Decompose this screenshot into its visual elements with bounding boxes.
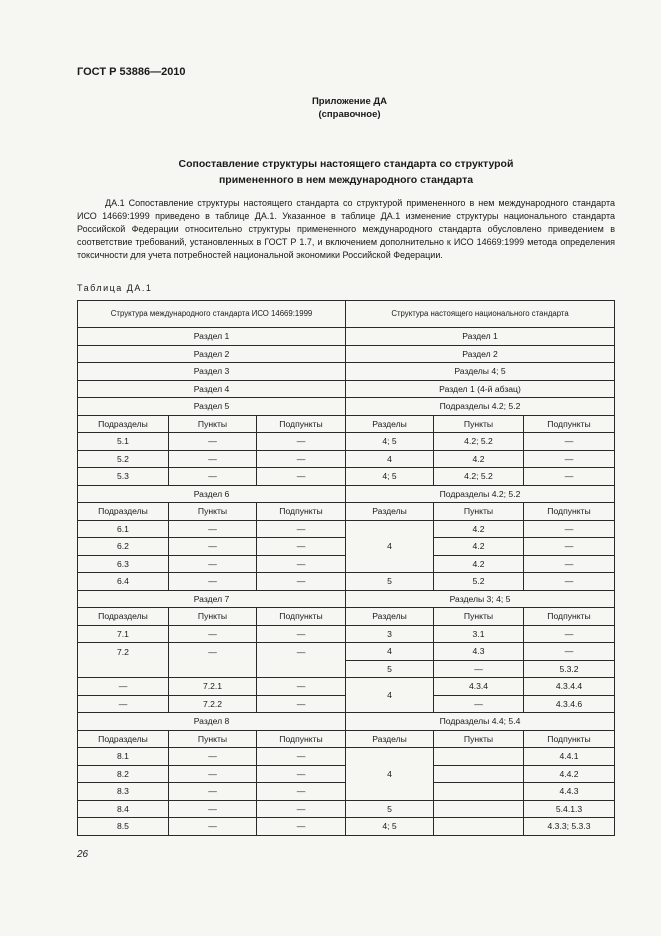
table-cell bbox=[434, 783, 524, 801]
table-cell: 5 bbox=[346, 800, 434, 818]
table-cell: — bbox=[257, 765, 346, 783]
table-cell: — bbox=[169, 555, 257, 573]
table-cell bbox=[434, 818, 524, 836]
table-cell: Разделы 4; 5 bbox=[346, 363, 615, 381]
table-cell: 7.2 bbox=[78, 643, 169, 678]
section-row bbox=[78, 713, 615, 731]
table-cell: 4.2 bbox=[434, 520, 524, 538]
table-cell: Подпункты bbox=[524, 503, 615, 521]
table-cell: — bbox=[169, 818, 257, 836]
table-cell: 4; 5 bbox=[346, 818, 434, 836]
table-cell: 6.1 bbox=[78, 520, 169, 538]
table-cell: — bbox=[169, 520, 257, 538]
table-cell: — bbox=[169, 643, 257, 678]
table-cell: Разделы 3; 4; 5 bbox=[346, 590, 615, 608]
table-cell: 5.1 bbox=[78, 433, 169, 451]
document-code: ГОСТ Р 53886—2010 bbox=[77, 66, 186, 78]
appendix-title: Приложение ДА bbox=[311, 96, 388, 107]
table-cell: — bbox=[78, 678, 169, 696]
table-cell: 3 bbox=[346, 625, 434, 643]
table-cell: 8.2 bbox=[78, 765, 169, 783]
table-cell: 4 bbox=[346, 450, 434, 468]
table-cell: 7.2.1 bbox=[169, 678, 257, 696]
table-row bbox=[78, 818, 615, 836]
table-cell: 5.3.2 bbox=[524, 660, 615, 678]
table-cell: 7.1 bbox=[78, 625, 169, 643]
table-cell: Пункты bbox=[169, 415, 257, 433]
table-cell: Пункты bbox=[169, 608, 257, 626]
table-row bbox=[78, 643, 615, 661]
table-cell: 4.2; 5.2 bbox=[434, 433, 524, 451]
table-row bbox=[78, 800, 615, 818]
table-cell: 4.3.4 bbox=[434, 678, 524, 696]
table-cell: — bbox=[169, 573, 257, 591]
table-cell: Подпункты bbox=[524, 415, 615, 433]
table-cell: Подразделы bbox=[78, 415, 169, 433]
table-cell: 4.2 bbox=[434, 538, 524, 556]
table-cell: — bbox=[524, 468, 615, 486]
section-row bbox=[78, 590, 615, 608]
table-cell: Раздел 5 bbox=[78, 398, 346, 416]
table-cell: Раздел 2 bbox=[346, 345, 615, 363]
table-cell: 8.4 bbox=[78, 800, 169, 818]
table-cell bbox=[434, 800, 524, 818]
comparison-table bbox=[77, 300, 615, 836]
table-cell: Раздел 1 bbox=[346, 328, 615, 346]
intro-paragraph: ДА.1 Сопоставление структуры настоящего стандарта со структурой примененного в нем международного стандарта ИСО 14669:1999 приведено в таблице ДА.1. Указанное в таблице ДА.1 изменение структуры национального стандарта Российской Федерации относительно структуры примененного международного стандарта обусловлено приведением в соответствие требований, установленных в ГОСТ Р 1.7, и включением дополнительно к ИСО 14669:1999 метода определения токсичности для учета потребностей национальной экономики Российской Федерации. bbox=[77, 198, 615, 260]
table-cell: — bbox=[257, 748, 346, 766]
table-cell: 4.4.3 bbox=[524, 783, 615, 801]
table-cell: 5.4.1.3 bbox=[524, 800, 615, 818]
table-cell: Раздел 3 bbox=[78, 363, 346, 381]
table-cell: Разделы bbox=[346, 503, 434, 521]
table-cell: 4 bbox=[346, 748, 434, 801]
header-national-structure: Структура настоящего национального стандарта bbox=[346, 301, 615, 328]
table-cell: 5.2 bbox=[78, 450, 169, 468]
table-cell: 4.4.1 bbox=[524, 748, 615, 766]
table-cell: Подпункты bbox=[257, 608, 346, 626]
table-cell: — bbox=[524, 520, 615, 538]
section-title-line-2: примененного в нем международного стандарта bbox=[218, 174, 474, 186]
table-cell: Подразделы 4.4; 5.4 bbox=[346, 713, 615, 731]
appendix-heading bbox=[0, 95, 661, 121]
table-cell: Пункты bbox=[169, 503, 257, 521]
table-cell: 4.2 bbox=[434, 450, 524, 468]
table-cell: Пункты bbox=[434, 730, 524, 748]
table-header-row bbox=[78, 301, 615, 328]
table-cell: 4 bbox=[346, 520, 434, 573]
table-cell: — bbox=[169, 450, 257, 468]
table-cell: — bbox=[257, 468, 346, 486]
table-row bbox=[78, 520, 615, 538]
table-cell: Подразделы bbox=[78, 608, 169, 626]
table-cell: Подразделы bbox=[78, 730, 169, 748]
table-cell: Разделы bbox=[346, 415, 434, 433]
table-row bbox=[78, 678, 615, 696]
table-cell: — bbox=[524, 433, 615, 451]
table-row bbox=[78, 573, 615, 591]
table-cell: Подпункты bbox=[257, 730, 346, 748]
table-cell: 4.3 bbox=[434, 643, 524, 661]
table-row bbox=[78, 748, 615, 766]
table-cell: — bbox=[257, 800, 346, 818]
table-cell: — bbox=[257, 625, 346, 643]
table-row bbox=[78, 345, 615, 363]
table-cell: Разделы bbox=[346, 608, 434, 626]
table-cell: 4 bbox=[346, 643, 434, 661]
table-cell: — bbox=[257, 538, 346, 556]
page-number: 26 bbox=[77, 849, 89, 860]
table-cell: — bbox=[78, 695, 169, 713]
appendix-note: (справочное) bbox=[318, 109, 381, 120]
table-cell: 4.2 bbox=[434, 555, 524, 573]
table-row bbox=[78, 380, 615, 398]
table-cell: — bbox=[169, 765, 257, 783]
table-cell: 7.2.2 bbox=[169, 695, 257, 713]
table-cell: 4 bbox=[346, 678, 434, 713]
subheader-row bbox=[78, 730, 615, 748]
table-cell: Раздел 1 bbox=[78, 328, 346, 346]
table-cell: — bbox=[169, 538, 257, 556]
table-row bbox=[78, 433, 615, 451]
table-caption: Таблица ДА.1 bbox=[77, 283, 153, 293]
table-cell: — bbox=[169, 468, 257, 486]
table-cell: 4.3.3; 5.3.3 bbox=[524, 818, 615, 836]
table-cell: Раздел 8 bbox=[78, 713, 346, 731]
table-cell: 5 bbox=[346, 660, 434, 678]
section-title-line-1: Сопоставление структуры настоящего стандарта со структурой bbox=[178, 158, 514, 170]
table-cell: — bbox=[169, 783, 257, 801]
table-cell: — bbox=[257, 695, 346, 713]
table-cell: — bbox=[169, 748, 257, 766]
table-cell: — bbox=[524, 643, 615, 661]
table-row bbox=[78, 468, 615, 486]
table-cell: Подпункты bbox=[524, 608, 615, 626]
section-row bbox=[78, 485, 615, 503]
table-cell: — bbox=[434, 660, 524, 678]
section-row bbox=[78, 398, 615, 416]
subheader-row bbox=[78, 608, 615, 626]
table-cell: 8.3 bbox=[78, 783, 169, 801]
table-cell: Пункты bbox=[434, 415, 524, 433]
table-cell: — bbox=[257, 573, 346, 591]
table-cell: Подразделы 4.2; 5.2 bbox=[346, 485, 615, 503]
table-cell: 5.2 bbox=[434, 573, 524, 591]
table-cell: 6.4 bbox=[78, 573, 169, 591]
table-cell: — bbox=[524, 450, 615, 468]
subheader-row bbox=[78, 415, 615, 433]
table-cell: 5 bbox=[346, 573, 434, 591]
table-cell: — bbox=[524, 573, 615, 591]
table-cell: — bbox=[169, 800, 257, 818]
table-cell: 8.1 bbox=[78, 748, 169, 766]
table-cell: 4.3.4.4 bbox=[524, 678, 615, 696]
table-cell: — bbox=[257, 555, 346, 573]
table-row bbox=[78, 450, 615, 468]
table-cell: Подпункты bbox=[257, 503, 346, 521]
table-cell: Разделы bbox=[346, 730, 434, 748]
table-cell: — bbox=[257, 643, 346, 678]
table-cell: — bbox=[169, 433, 257, 451]
table-cell: Подразделы bbox=[78, 503, 169, 521]
table-cell bbox=[434, 748, 524, 766]
table-cell: 4; 5 bbox=[346, 433, 434, 451]
table-cell: 4; 5 bbox=[346, 468, 434, 486]
table-cell: — bbox=[257, 433, 346, 451]
table-row bbox=[78, 363, 615, 381]
header-international-structure: Структура международного стандарта ИСО 14669:1999 bbox=[78, 301, 346, 328]
table-cell: — bbox=[257, 520, 346, 538]
table-cell: 3.1 bbox=[434, 625, 524, 643]
table-row bbox=[78, 625, 615, 643]
table-cell: — bbox=[524, 555, 615, 573]
table-cell: 8.5 bbox=[78, 818, 169, 836]
table-cell: 6.3 bbox=[78, 555, 169, 573]
table-cell: 4.4.2 bbox=[524, 765, 615, 783]
table-cell: — bbox=[524, 538, 615, 556]
table-cell: 4.3.4.6 bbox=[524, 695, 615, 713]
table-cell: 4.2; 5.2 bbox=[434, 468, 524, 486]
table-cell: — bbox=[257, 678, 346, 696]
table-cell: Раздел 4 bbox=[78, 380, 346, 398]
table-cell: 5.3 bbox=[78, 468, 169, 486]
table-cell: — bbox=[169, 625, 257, 643]
section-title bbox=[78, 156, 614, 188]
table-cell: — bbox=[524, 625, 615, 643]
subheader-row bbox=[78, 503, 615, 521]
table-cell: — bbox=[257, 818, 346, 836]
table-cell: Подпункты bbox=[524, 730, 615, 748]
table-cell: Подпункты bbox=[257, 415, 346, 433]
table-cell: — bbox=[257, 450, 346, 468]
table-cell: Подразделы 4.2; 5.2 bbox=[346, 398, 615, 416]
table-cell: 6.2 bbox=[78, 538, 169, 556]
table-cell: Пункты bbox=[169, 730, 257, 748]
table-cell: Раздел 1 (4-й абзац) bbox=[346, 380, 615, 398]
table-cell bbox=[434, 765, 524, 783]
table-cell: — bbox=[257, 783, 346, 801]
table-cell: Пункты bbox=[434, 608, 524, 626]
table-cell: — bbox=[434, 695, 524, 713]
table-cell: Раздел 6 bbox=[78, 485, 346, 503]
table-cell: Пункты bbox=[434, 503, 524, 521]
table-row bbox=[78, 328, 615, 346]
table-cell: Раздел 7 bbox=[78, 590, 346, 608]
table-cell: Раздел 2 bbox=[78, 345, 346, 363]
